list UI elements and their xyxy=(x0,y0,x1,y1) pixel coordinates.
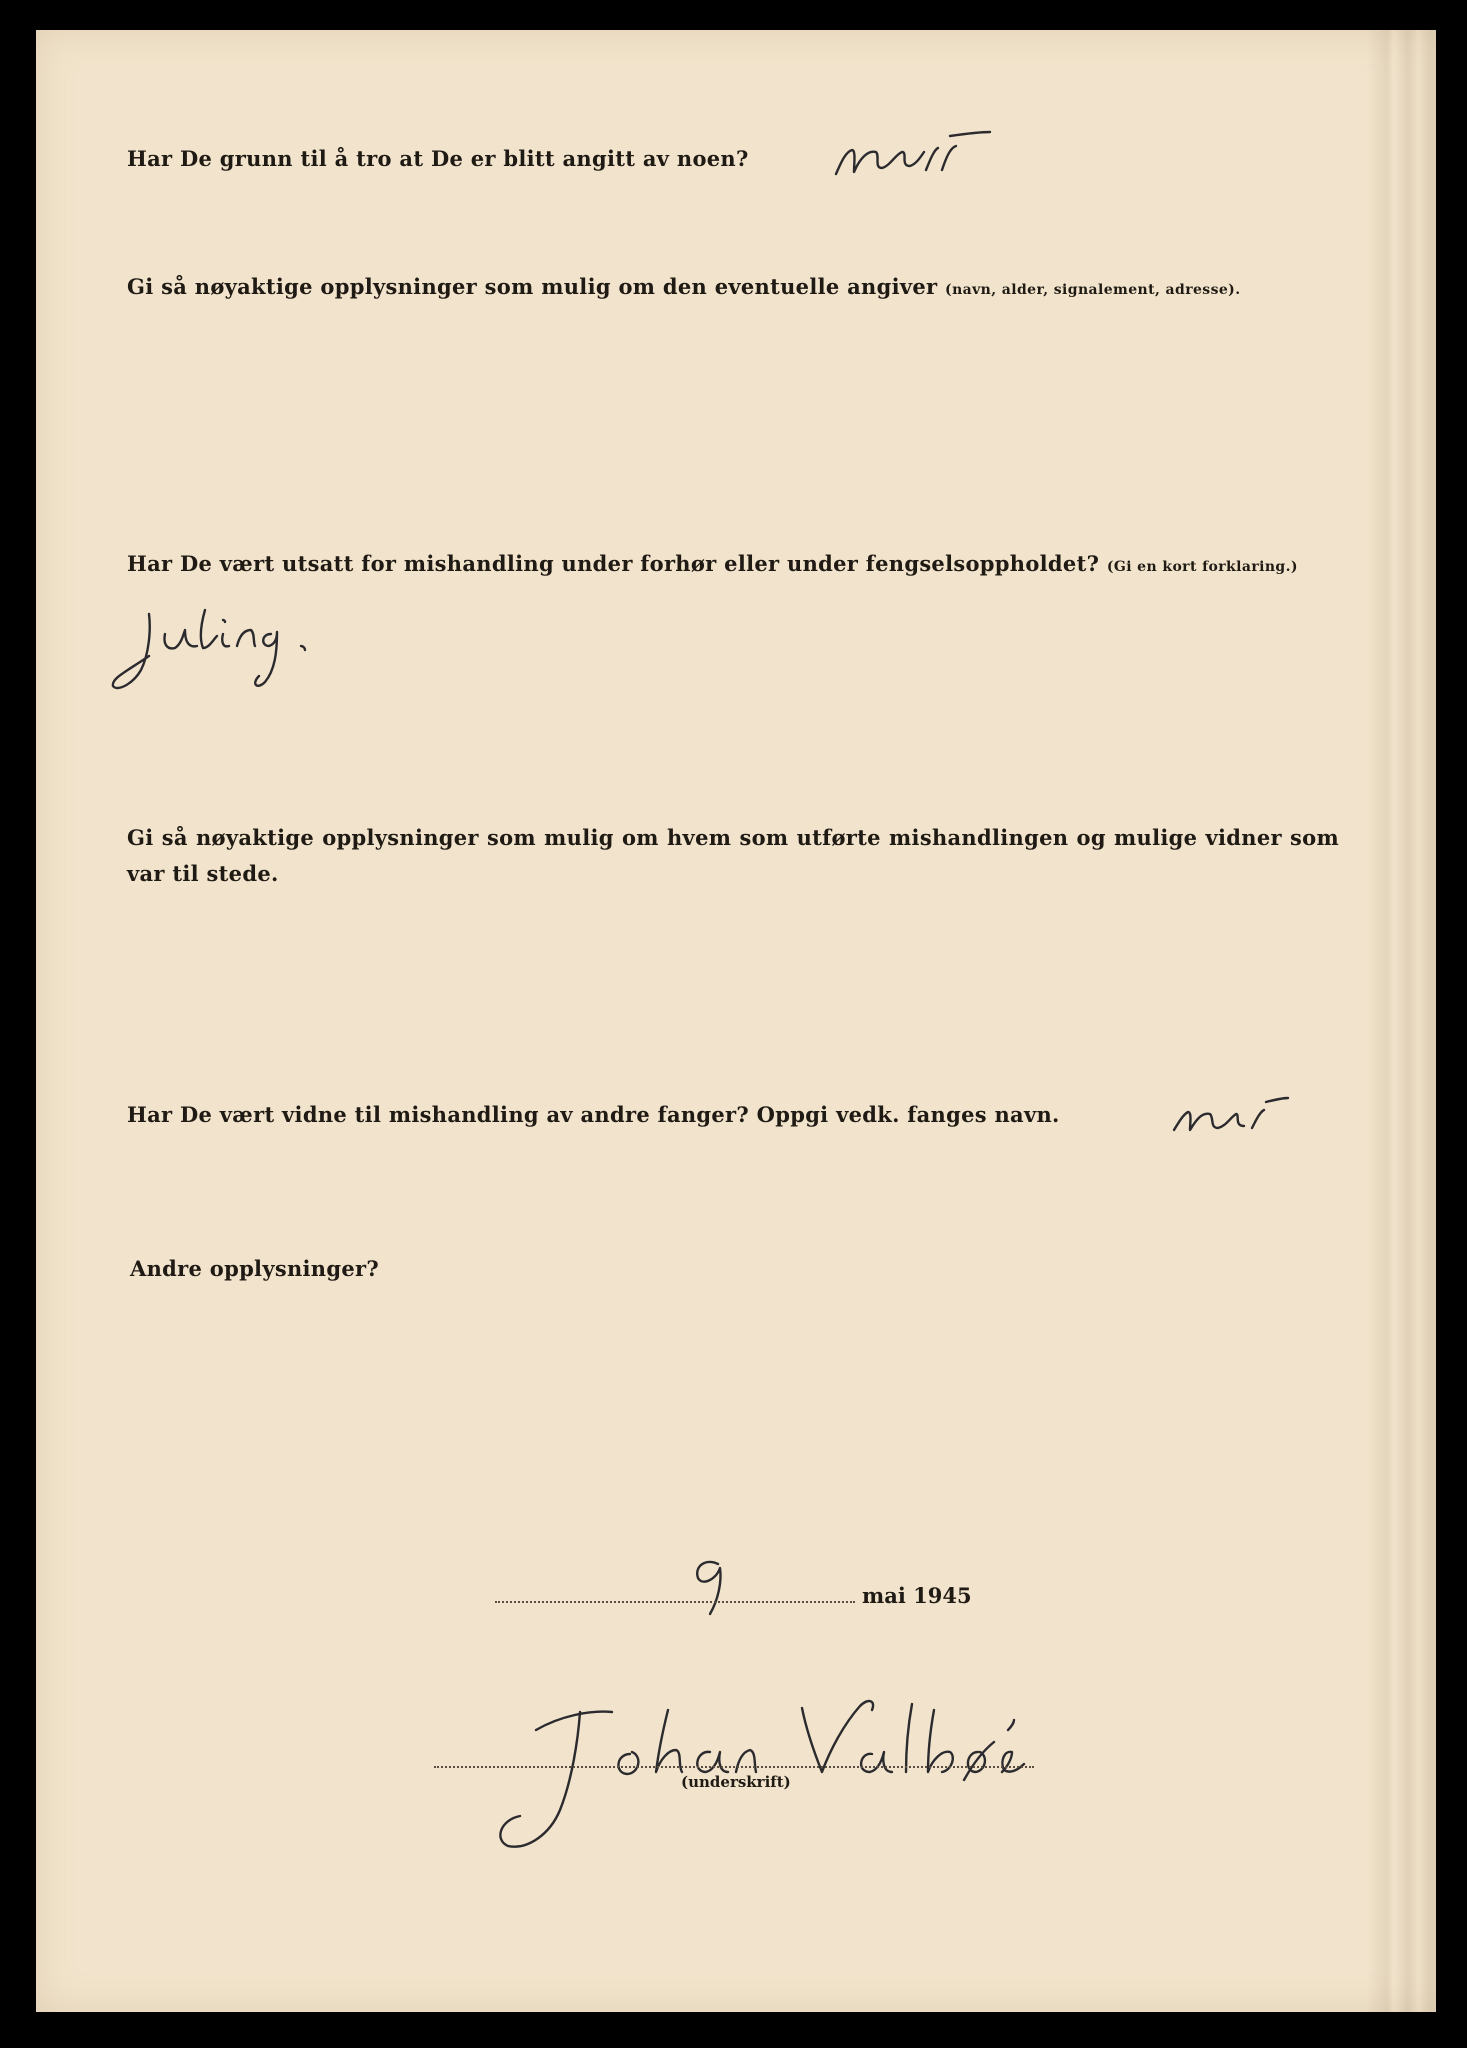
question-witness-to-mistreatment xyxy=(127,1102,1060,1127)
handwritten-day-9 xyxy=(680,1550,740,1620)
question-perpetrators-witnesses xyxy=(127,820,1339,892)
signature-line xyxy=(434,1766,1034,1768)
question-perpetrators-text: Gi så nøyaktige opplysninger som mulig om hvem som utførte mishandlingen og mulige vidner som var til stede. xyxy=(127,825,1339,886)
question-mistreatment xyxy=(127,551,1298,576)
answer-witness xyxy=(1170,1090,1290,1140)
question-informant-note: (navn, alder, signalement, adresse). xyxy=(945,282,1241,298)
handwritten-day xyxy=(680,1550,740,1620)
handwritten-answer-nei-1 xyxy=(830,124,1000,184)
answer-denounced xyxy=(830,124,1000,184)
date-line xyxy=(495,1601,855,1603)
question-other-information xyxy=(130,1256,379,1281)
question-informant-details xyxy=(127,274,1240,299)
question-mistreatment-text: Har De vært utsatt for mishandling under forhør eller under fengselsoppholdet? xyxy=(127,551,1100,576)
date-month-year: mai 1945 xyxy=(862,1583,972,1608)
answer-mistreatment xyxy=(105,600,365,700)
question-other-text: Andre opplysninger? xyxy=(130,1256,379,1281)
question-denounced-text: Har De grunn til å tro at De er blitt angitt av noen? xyxy=(127,146,749,171)
handwritten-answer-nei-2 xyxy=(1170,1090,1290,1140)
question-informant-text: Gi så nøyaktige opplysninger som mulig om den eventuelle angiver xyxy=(127,274,938,299)
handwritten-answer-juling xyxy=(105,600,365,700)
page-edge-fold xyxy=(1366,30,1436,2012)
question-denounced xyxy=(127,146,749,171)
question-mistreatment-note: (Gi en kort forklaring.) xyxy=(1106,559,1298,575)
question-witness-text: Har De vært vidne til mishandling av andre fanger? Oppgi vedk. fanges navn. xyxy=(127,1102,1060,1127)
signature-caption: (underskrift) xyxy=(681,1773,791,1791)
